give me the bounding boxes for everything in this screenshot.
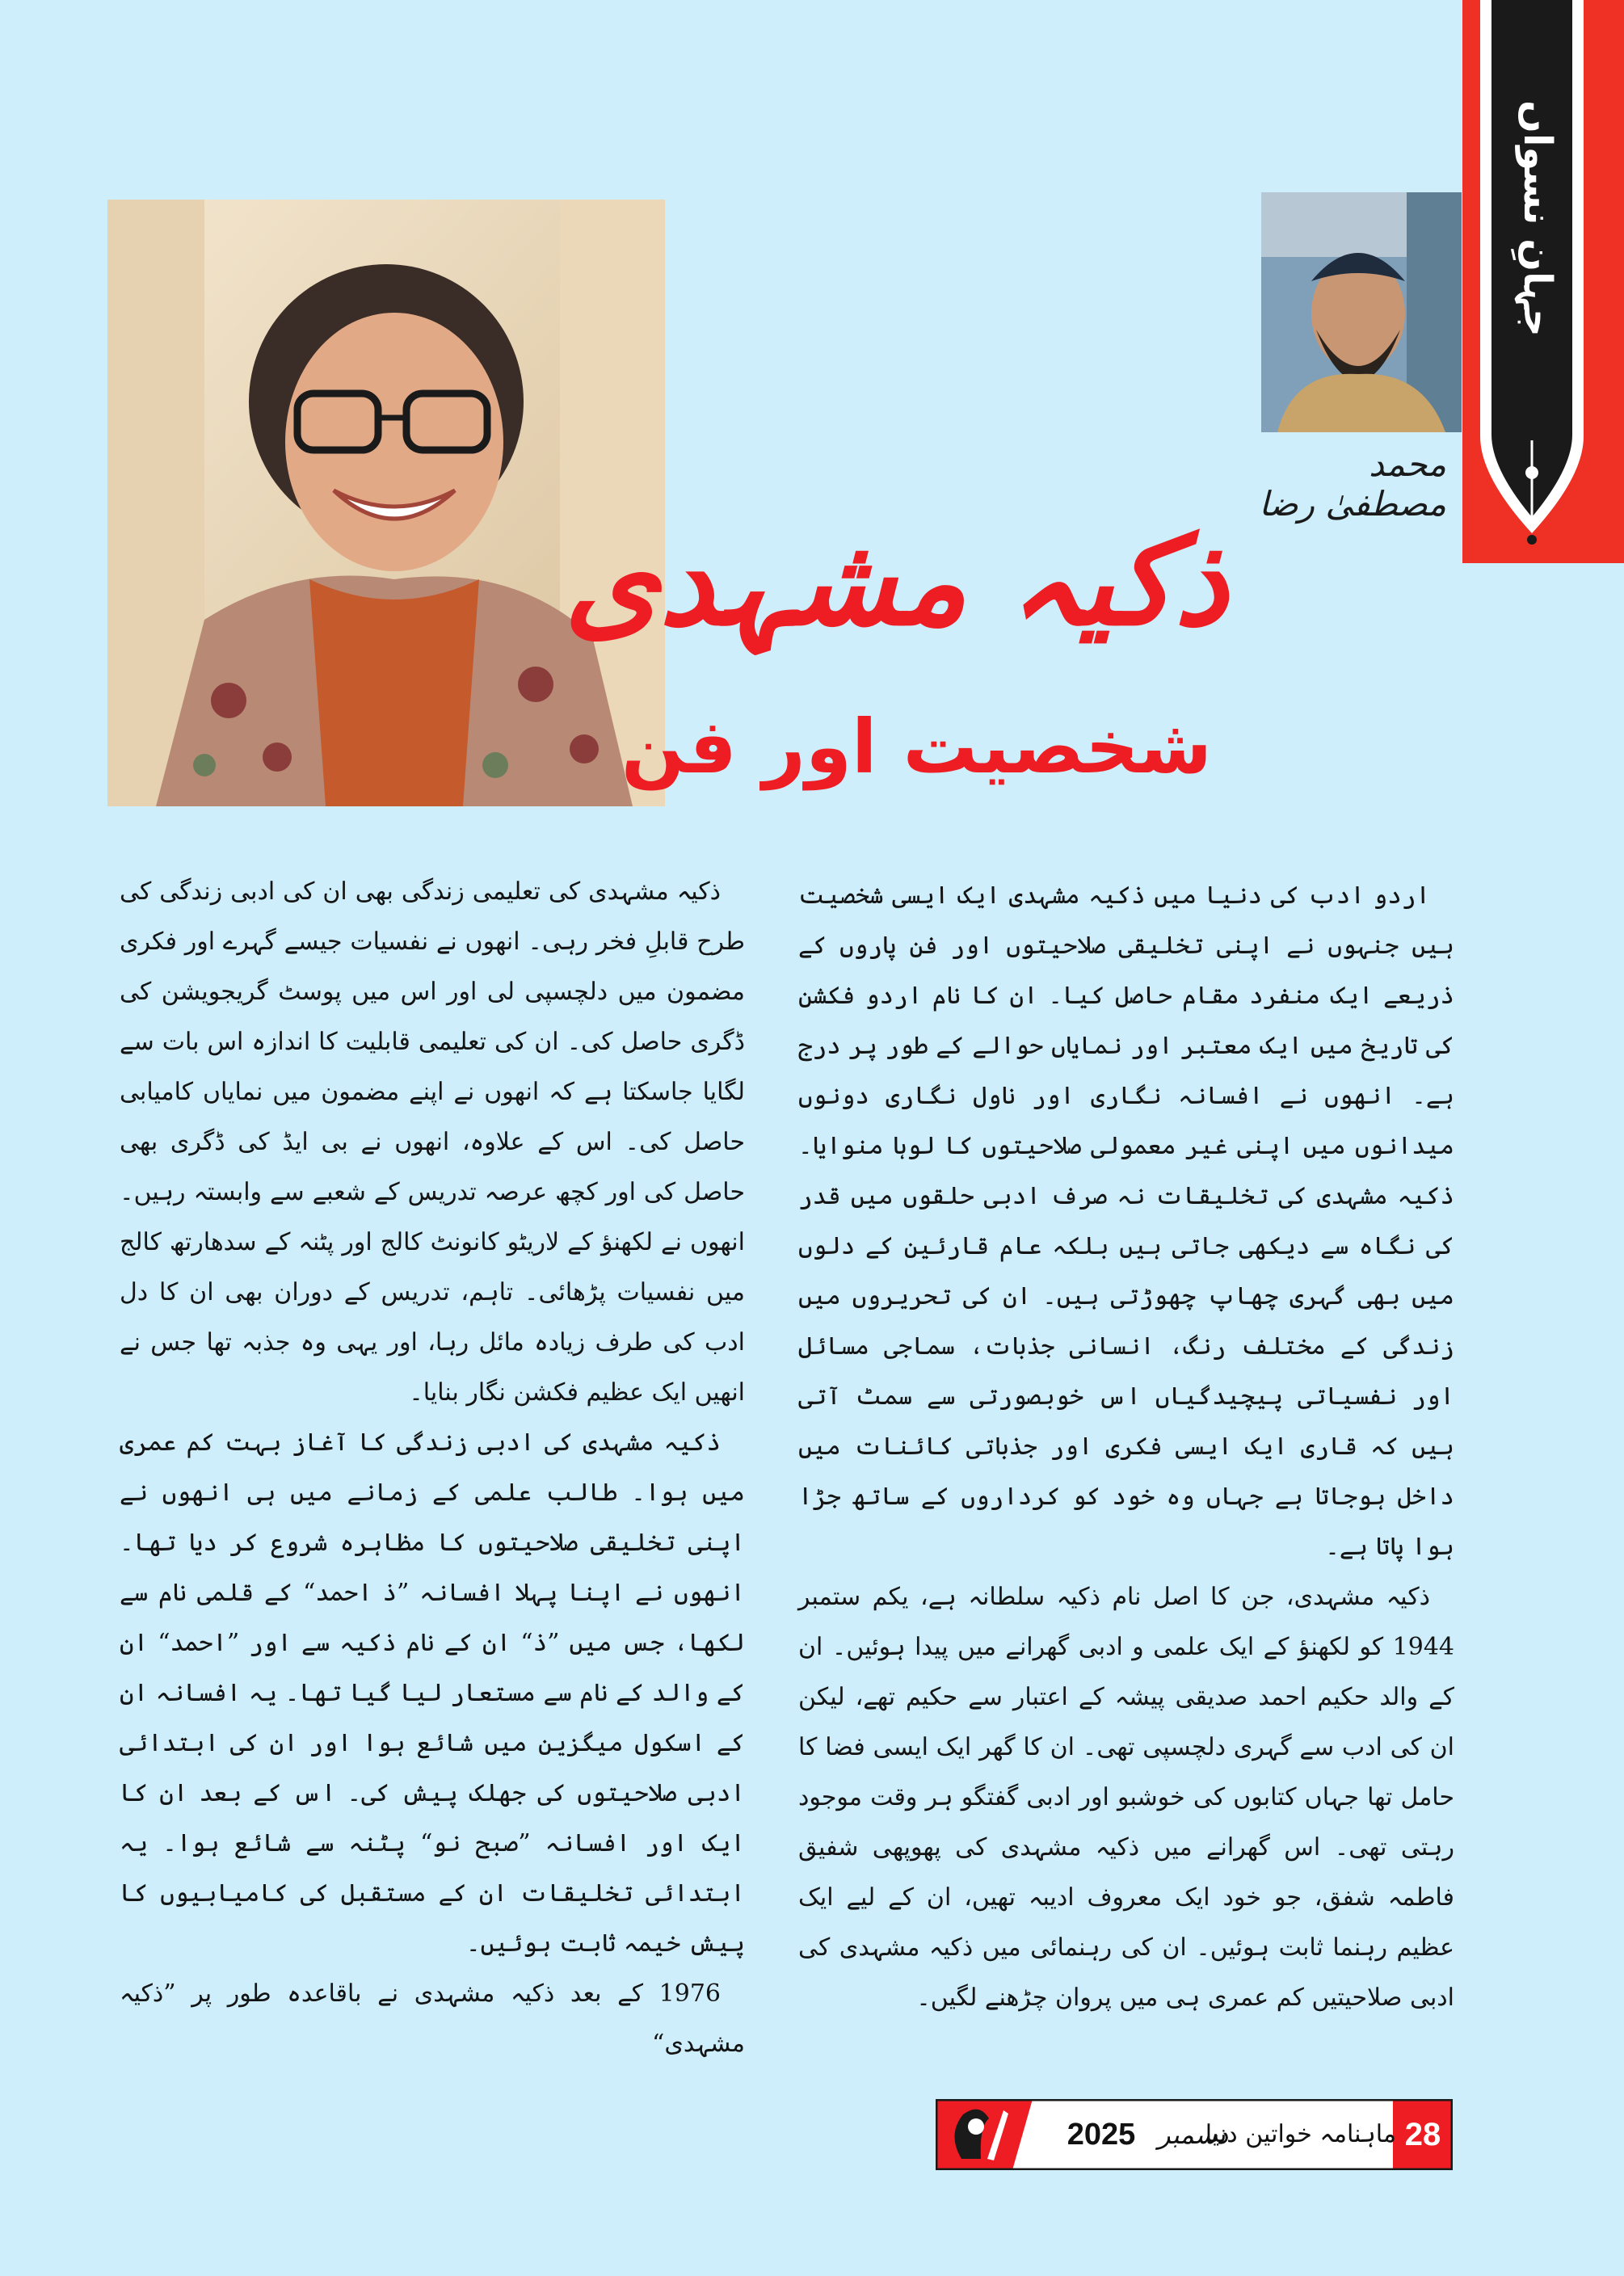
author-name: محمد مصطفیٰ رضا xyxy=(1259,444,1446,524)
author-illustration xyxy=(1261,192,1462,432)
article-column-left xyxy=(120,867,745,2095)
paragraph: ذکیہ مشہدی کی ادبی زندگی کا آغاز بہت کم عمری میں ہوا۔ طالب علمی کے زمانے میں ہی انھوں نے اپنی تخلیقی صلاحیتوں کا مظاہرہ شروع کر دیا تھا۔ انھوں نے اپنا پہلا افسانہ ”ذ احمد“ کے قلمی نام سے لکھا، جس میں ”ذ“ ان کے نام ذکیہ سے اور ”احمد“ ان کے والد کے نام سے مستعار لیا گیا تھا۔ یہ افسانہ ان کے اسکول میگزین میں شائع ہوا اور ان کی ابتدائی ادبی صلاحیتوں کی جھلک پیش کی۔ اس کے بعد ان کا ایک اور افسانہ ”صبح نو“ پٹنہ سے شائع ہوا۔ یہ ابتدائی تخلیقات ان کے مستقبل کی کامیابیوں کا پیش خیمہ ثابت ہوئیں۔ xyxy=(120,1428,745,1958)
page-number: 28 xyxy=(1404,2116,1441,2152)
magazine-logo-icon xyxy=(939,2102,1020,2167)
magazine-name: ماہنامہ خواتین دنیا xyxy=(1205,2120,1396,2148)
author-photo xyxy=(1261,192,1462,432)
paragraph: ذکیہ مشہدی کی تعلیمی زندگی بھی ان کی ادبی زندگی کی طرح قابلِ فخر رہی۔ انھوں نے نفسیات جیسے گہرے اور فکری مضمون میں دلچسپی لی اور اس میں پوسٹ گریجویشن کی ڈگری حاصل کی۔ ان کی تعلیمی قابلیت کا اندازہ اس بات سے لگایا جاسکتا ہے کہ انھوں نے اپنے مضمون میں نمایاں کامیابی حاصل کی۔ اس کے علاوہ، انھوں نے بی ایڈ کی ڈگری بھی حاصل کی اور کچھ عرصہ تدریس کے شعبے سے وابستہ رہیں۔ انھوں نے لکھنؤ کے لاریٹو کانونٹ کالج اور پٹنہ کے سدھارتھ کالج میں نفسیات پڑھائی۔ تاہم، تدریس کے دوران بھی ان کا دل ادب کی طرف زیادہ مائل رہا، اور یہی وہ جذبہ تھا جس نے انھیں ایک عظیم فکشن نگار بنایا۔ xyxy=(120,877,745,1407)
article-subtitle: شخصیت اور فن xyxy=(621,704,1212,790)
article-column-right xyxy=(798,871,1454,2083)
issue-year: 2025 xyxy=(1067,2118,1136,2152)
page-footer xyxy=(936,2099,1453,2170)
article-title: ذکیہ مشہدی xyxy=(564,511,1228,653)
paragraph: ذکیہ مشہدی، جن کا اصل نام ذکیہ سلطانہ ہے، یکم ستمبر 1944 کو لکھنؤ کے ایک علمی و ادبی گھرانے میں پیدا ہوئیں۔ ان کے والد حکیم احمد صدیقی پیشہ کے اعتبار سے حکیم تھے، لیکن ان کی ادب سے گہری دلچسپی تھی۔ ان کا گھر ایک ایسی فضا کا حامل تھا جہاں کتابوں کی خوشبو اور ادبی گفتگو ہر وقت موجود رہتی تھی۔ اس گھرانے میں ذکیہ مشہدی کی پھوپھی شفیق فاطمہ شفق، جو خود ایک معروف ادیبہ تھیں، ان کے لیے ایک عظیم رہنما ثابت ہوئیں۔ ان کی رہنمائی میں ذکیہ مشہدی کی ادبی صلاحیتیں کم عمری ہی میں پروان چڑھنے لگیں۔ xyxy=(798,1583,1454,2012)
paragraph: 1976 کے بعد ذکیہ مشہدی نے باقاعدہ طور پر ”ذکیہ مشہدی“ xyxy=(120,1979,745,2058)
section-label: جہانِ نسواں xyxy=(1515,99,1560,337)
paragraph: اردو ادب کی دنیا میں ذکیہ مشہدی ایک ایسی شخصیت ہیں جنہوں نے اپنی تخلیقی صلاحیتوں اور فن پاروں کے ذریعے ایک منفرد مقام حاصل کیا۔ ان کا نام اردو فکشن کی تاریخ میں ایک معتبر اور نمایاں حوالے کے طور پر درج ہے۔ انھوں نے افسانہ نگاری اور ناول نگاری دونوں میدانوں میں اپنی غیر معمولی صلاحیتوں کا لوہا منوایا۔ ذکیہ مشہدی کی تخلیقات نہ صرف ادبی حلقوں میں قدر کی نگاہ سے دیکھی جاتی ہیں بلکہ عام قارئین کے دلوں میں بھی گہری چھاپ چھوڑتی ہیں۔ ان کی تحریروں میں زندگی کے مختلف رنگ، انسانی جذبات، سماجی مسائل اور نفسیاتی پیچیدگیاں اس خوبصورتی سے سمٹ آتی ہیں کہ قاری ایک ایسی فکری اور جذباتی کائنات میں داخل ہوجاتا ہے جہاں وہ خود کو کرداروں کے ساتھ جڑا ہوا پاتا ہے۔ xyxy=(798,881,1454,1561)
issue-month: دسمبر xyxy=(1158,2119,1228,2150)
